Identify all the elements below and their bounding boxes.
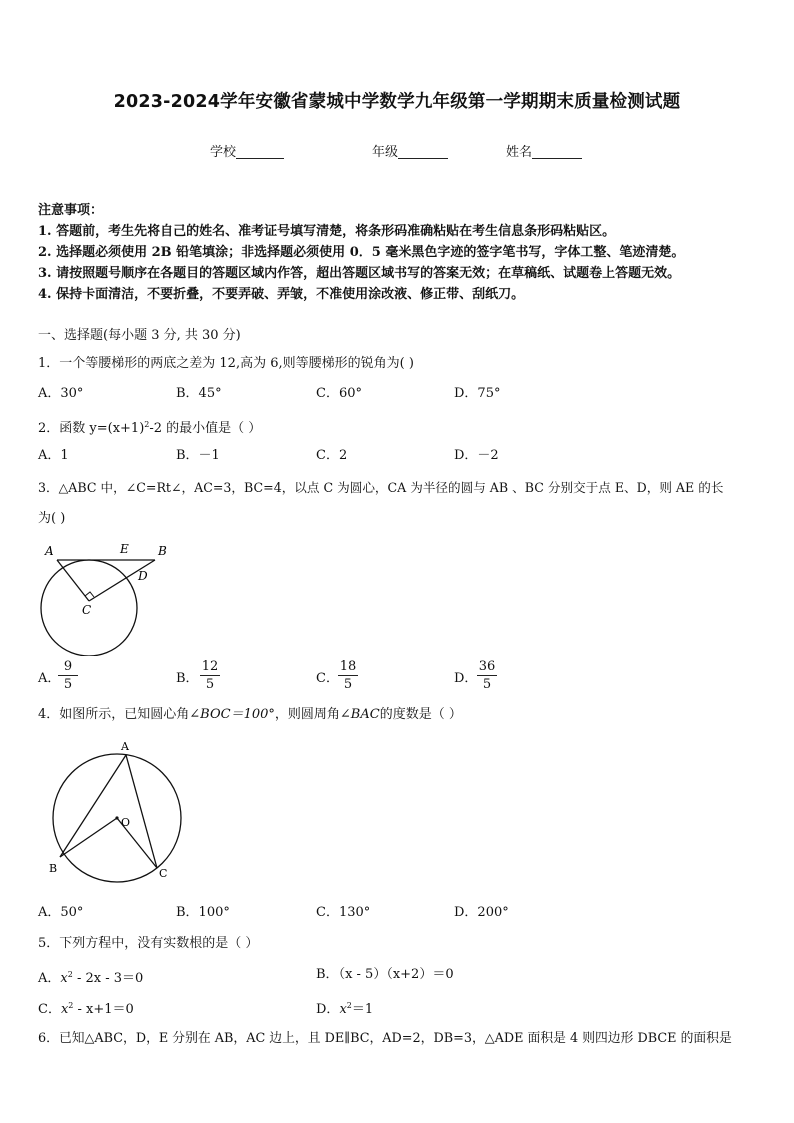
q3-figure xyxy=(30,538,180,656)
question-1-stem: 1．一个等腰梯形的两底之差为 12,高为 6,则等腰梯形的锐角为( ) xyxy=(38,356,414,371)
q2-option-c[interactable]: C．2 xyxy=(316,448,348,463)
school-field[interactable] xyxy=(210,141,284,160)
q3-right-angle-mark xyxy=(85,592,94,597)
school-label: 学校 xyxy=(210,145,237,160)
grade-label: 年级 xyxy=(372,145,399,160)
q4-option-a[interactable]: A．50° xyxy=(38,905,84,920)
q1-option-d[interactable]: D．75° xyxy=(454,386,501,401)
question-3-stem: 3．△ABC 中，∠C=Rt∠，AC=3，BC=4，以点 C 为圆心，CA 为半径的圆与 AB 、BC 分别交于点 E、D，则 AE 的长 xyxy=(38,480,724,495)
q3-segment-ac xyxy=(57,560,89,601)
q4-label-b: B xyxy=(49,862,58,875)
q4-figure xyxy=(40,736,190,888)
notice-item: 3. 请按照题号顺序在各题目的答题区域内作答，超出答题区域书写的答案无效；在草稿纸、试题卷上答题无效。 xyxy=(38,266,681,281)
q2-option-b[interactable]: B．－1 xyxy=(176,448,220,463)
q4-option-b[interactable]: B．100° xyxy=(176,905,230,920)
q4-chord-ab xyxy=(60,755,126,857)
q4-option-c[interactable]: C．130° xyxy=(316,905,371,920)
q5-option-d[interactable]: D．$x^2=1$ xyxy=(316,1001,374,1017)
q3-option-a-letter[interactable]: A． xyxy=(38,671,61,686)
question-5-stem: 5．下列方程中，没有实数根的是（ ） xyxy=(38,936,259,951)
q3-label-a: A xyxy=(45,544,54,558)
grade-blank[interactable] xyxy=(398,144,448,159)
q3-option-a-fraction[interactable]: 9 5 xyxy=(58,659,78,692)
q1-option-a[interactable]: A．30° xyxy=(38,386,84,401)
section-heading: 一、选择题(每小题 3 分, 共 30 分) xyxy=(38,328,241,343)
q4-radius-ob xyxy=(60,818,117,857)
q2-option-d[interactable]: D．－2 xyxy=(454,448,499,463)
q3-label-e: E xyxy=(120,542,129,556)
q4-chord-ac xyxy=(126,755,157,868)
q3-option-c-letter[interactable]: C． xyxy=(316,671,339,686)
q5-option-c[interactable]: C．$x^2 - x+1=0$ xyxy=(38,1001,134,1017)
exam-title: 2023-2024学年安徽省蒙城中学数学九年级第一学期期末质量检测试题 xyxy=(113,92,681,112)
q1-option-b[interactable]: B．45° xyxy=(176,386,222,401)
name-label: 姓名 xyxy=(506,145,533,160)
school-blank[interactable] xyxy=(236,144,284,159)
q4-label-a: A xyxy=(121,740,129,753)
q5-option-a[interactable]: A．$x^2 - 2x - 3=0$ xyxy=(38,970,144,986)
q3-label-d: D xyxy=(138,569,148,583)
question-3-stem-cont: 为( ) xyxy=(38,511,66,526)
notice-item: 2. 选择题必须使用 2B 铅笔填涂；非选择题必须使用 0．5 毫米黑色字迹的签字笔书写，字体工整、笔迹清楚。 xyxy=(38,245,685,260)
name-field[interactable] xyxy=(506,141,582,160)
q4-label-o: O xyxy=(121,816,131,829)
name-blank[interactable] xyxy=(532,144,582,159)
notice-heading: 注意事项： xyxy=(38,203,104,218)
q3-option-b-letter[interactable]: B． xyxy=(176,671,199,686)
q4-center-dot xyxy=(115,816,118,819)
q3-label-b: B xyxy=(158,544,167,558)
q4-label-c: C xyxy=(159,867,168,880)
question-6-stem: 6．已知△ABC，D，E 分别在 AB，AC 边上，且 DE∥BC，AD=2，DB=3，△ADE 面积是 4 则四边形 DBCE 的面积是 xyxy=(38,1031,732,1046)
q3-label-c: C xyxy=(82,603,92,617)
grade-field[interactable] xyxy=(372,141,448,160)
q3-option-c-fraction[interactable]: 18 5 xyxy=(339,659,357,692)
q2-option-a[interactable]: A．1 xyxy=(38,448,69,463)
q5-option-b[interactable]: B．（x - 5）（x+2）＝0 xyxy=(316,967,454,982)
question-2-stem: 2．函数 $y=(x+1)^2-2$ 的最小值是（ ） xyxy=(38,420,262,436)
q1-option-c[interactable]: C．60° xyxy=(316,386,362,401)
question-4-stem: 4．如图所示，已知圆心角∠BOC＝100°，则圆周角∠BAC的度数是（ ） xyxy=(38,707,462,722)
q3-option-d-fraction[interactable]: 36 5 xyxy=(478,659,496,692)
notice-item: 4. 保持卡面清洁，不要折叠，不要弄破、弄皱，不准使用涂改液、修正带、刮纸刀。 xyxy=(38,287,525,302)
notice-item: 1. 答题前，考生先将自己的姓名、准考证号填写清楚，将条形码准确粘贴在考生信息条形码粘贴区。 xyxy=(38,224,616,239)
q4-option-d[interactable]: D．200° xyxy=(454,905,509,920)
q3-option-b-fraction[interactable]: 12 5 xyxy=(201,659,219,692)
q3-option-d-letter[interactable]: D． xyxy=(454,671,478,686)
